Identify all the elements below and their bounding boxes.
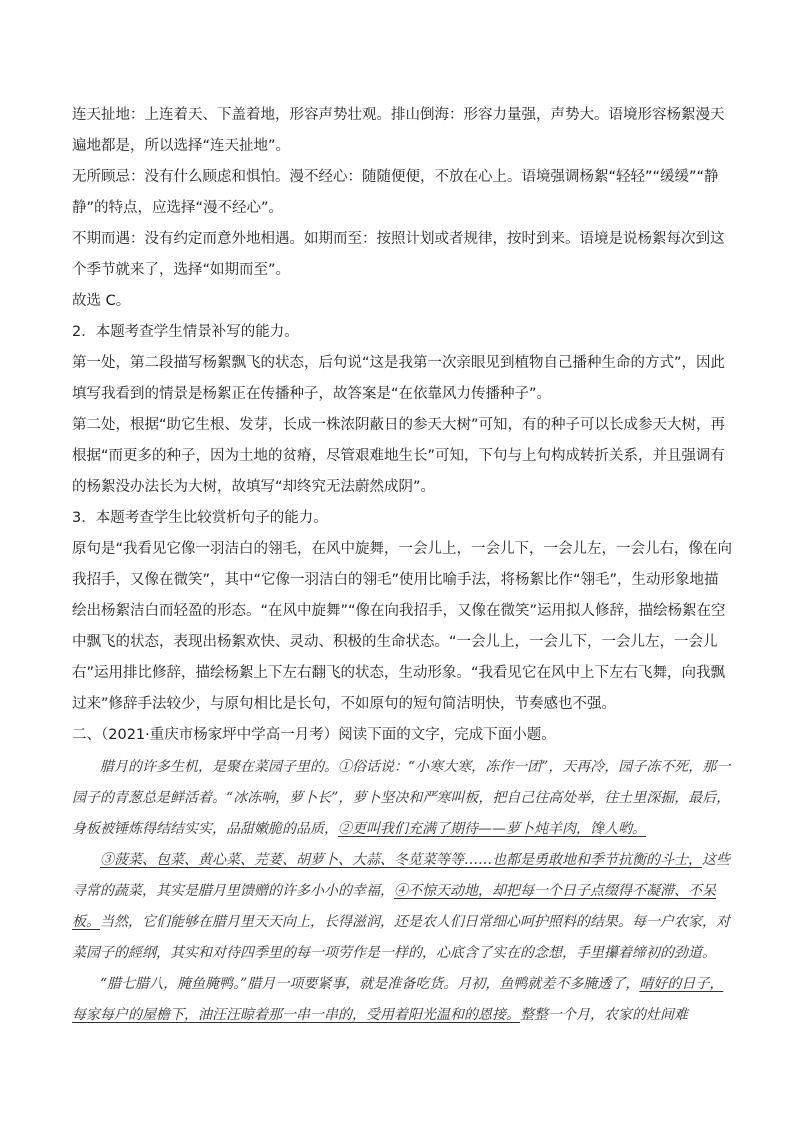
passage-text: 当然，它们能够在腊月里天天向上，长得滋润，还是农人们日常细心呵护照料的结果。每一户农家，对菜园子的經纲，其实和对待四季里的每一项劳作是一样的，心底含了实在的念想，手里攥着缔初的劲道。 bbox=[72, 914, 730, 961]
underlined-sentence-5: 晴好的日子，每家每户的屋檐下，油汪汪晾着那一串一串的，受用着阳光温和的恩接。 bbox=[72, 976, 724, 1023]
underlined-sentence-3: ③菠菜、包菜、黄心菜、芫荽、胡萝卜、大蒜、冬苋菜等等……也都是勇敢地和季节抗衡的斗士， bbox=[100, 852, 702, 868]
answer-explanation bbox=[72, 100, 732, 751]
underlined-sentence-4: ④不惊天动地，却把每一个日子点缀得不凝滞、不呆板。 bbox=[72, 883, 716, 930]
answer-paragraph-6: 第一处，第二段描写杨絮飘飞的状态，后句说“这是我第一次亲眼见到植物自己播种生命的方式”，因此填写我看到的情景是杨絮正在传播种子，故答案是“在依靠风力传播种子”。 bbox=[72, 355, 726, 402]
answer-paragraph-3: 不期而遇：没有约定而意外地相遇。如期而至：按照计划或者规律，按时到来。语境是说杨絮每次到这个季节就来了，选择“如期而至”。 bbox=[72, 231, 725, 278]
question-3-heading: 3．本题考查学生比较赏析句子的能力。 bbox=[72, 510, 328, 526]
underlined-sentence-2: ②更叫我们充满了期待——萝卜炖羊肉，馋人哟。 bbox=[338, 821, 646, 837]
passage-text: 这些寻常的蔬菜，其实是腊月里馈赠的许多小小的幸福， bbox=[72, 852, 730, 899]
question-2-heading: 2．本题考查学生情景补写的能力。 bbox=[72, 324, 299, 340]
passage-text: “腊七腊八，腌鱼腌鸭。” bbox=[100, 976, 248, 992]
answer-paragraph-2: 无所顾忌：没有什么顾虑和惧怕。漫不经心：随随便便，不放在心上。语境强调杨絮“轻轻”“缓缓”“静静”的特点，应选择“漫不经心”。 bbox=[72, 169, 719, 216]
passage-paragraph-1 bbox=[72, 752, 732, 845]
passage-paragraph-3 bbox=[72, 969, 732, 1031]
passage-text: 天再冷，园子冻不死，那一园子的青葱总是鲜活着。“冰冻响，萝卜长”，萝卜坚决和严寒叫板，把自己往高处举，往土里深掘，最后，身板被锤炼得结结实实，品甜嫩脆的品质， bbox=[72, 759, 731, 837]
answer-paragraph-1: 连天扯地：上连着天、下盖着地，形容声势壮观。排山倒海：形容力量强，声势大。语境形容杨絮漫天遍地都是，所以选择“连天扯地”。 bbox=[72, 107, 725, 154]
passage-text: 腊月的许多生机，是聚在菜园子里的。①俗话说：“小寒大寒，冻作一团”， bbox=[100, 759, 563, 775]
answer-paragraph-7: 第二处，根据“助它生根、发芽，长成一株浓阴蔽日的参天大树”可知，有的种子可以长成参天大树，再根据“而更多的种子，因为土地的贫瘠，尽管艰难地生长”可知，下句与上句构成转折关系，并且强调有的杨絮没办法长为大树，故填写“却终究无法蔚然成阴”。 bbox=[72, 417, 726, 495]
passage-text: 整整一个月，农家的灶间难 bbox=[520, 1007, 688, 1023]
reading-passage bbox=[72, 752, 732, 1031]
section-2-heading: 二、（2021·重庆市杨家坪中学高一月考）阅读下面的文字，完成下面小题。 bbox=[72, 727, 556, 743]
answer-paragraph-9: 原句是“我看见它像一羽洁白的翎毛，在风中旋舞，一会儿上，一会儿下，一会儿左，一会儿右，像在向我招手，又像在微笑”，其中“它像一羽洁白的翎毛”使用比喻手法，将杨絮比作“翎毛”，生动形象地描绘出杨絮洁白而轻盈的形态。“在风中旋舞”“像在向我招手，又像在微笑”运用拟人修辞，描绘杨絮在空中飘飞的状态，表现出杨絮欢快、灵动、积极的生命状态。“一会儿上，一会儿下，一会儿左，一会儿右”运用排比修辞，描绘杨絮上下左右翻飞的状态，生动形象。“我看见它在风中上下左右飞舞，向我飘过来”修辞手法较少，与原句相比是长句，不如原句的短句简洁明快，节奏感也不强。 bbox=[72, 541, 733, 712]
answer-conclusion: 故选 C。 bbox=[72, 293, 131, 309]
passage-text: 腊月一项要紧事，就是准备吃货。月初，鱼鸭就差不多腌透了， bbox=[247, 976, 640, 992]
passage-paragraph-2 bbox=[72, 845, 732, 969]
